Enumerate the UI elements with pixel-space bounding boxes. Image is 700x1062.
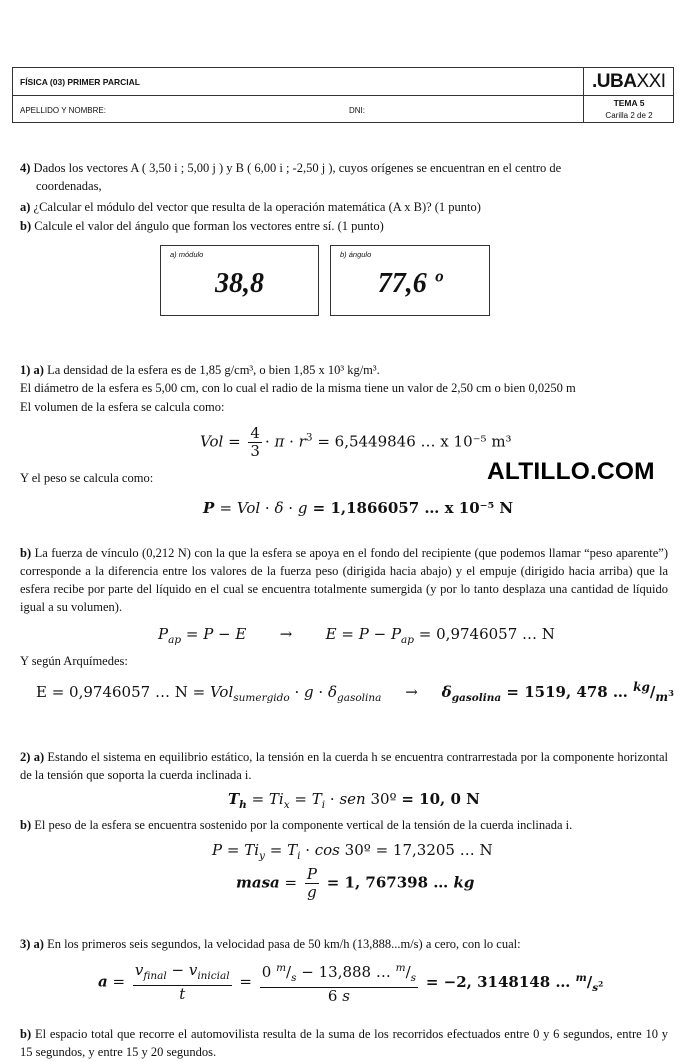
tension-equation: $T_h = Ti_x = T_i$ · sen 30º = 10, 0 N — [228, 790, 480, 811]
box-value-angulo: 77,6 º — [377, 268, 443, 299]
course-title: FÍSICA (03) PRIMER PARCIAL — [20, 77, 140, 87]
uba-xxi-logo: .UBAXXI — [592, 71, 666, 92]
q1-a-line1: 1) a) La densidad de la esfera es de 1,85 g/cm³, o bien 1,85 x 10³ kg/m³. — [20, 363, 380, 377]
tema-label: TEMA 5 — [613, 98, 645, 108]
weight-component-equation: $P = Ti_y = T_i \cdot \cos$ 30º = 17,3205 … N — [212, 841, 493, 862]
acceleration-equation: a = $\frac{v_{final} - v_{inicial}}{t}$ = $\frac{0 ^m/_s - 13,888 \dots ^m/_s}{6 s}$ = −2, 3148148 … $^m/_{s^2}$ — [98, 961, 604, 1005]
q3-part-b: b) El espacio total que recorre el automovilista resulta de la suma de los recorridos efectuados entre 0 y 6 segundos, entre 10 y 15 segundos, y entre 15 y 20 segundos. — [20, 1027, 669, 1059]
q1-a-line2: El diámetro de la esfera es 5,00 cm, con lo cual el radio de la misma tiene un valor de 2,50 cm o bien 0,0250 m — [20, 381, 576, 395]
q3-part-a: 3) a) En los primeros seis segundos, la velocidad pasa de 50 km/h (13,888...m/s) a cero, con lo cual: — [20, 937, 521, 951]
exam-header — [12, 67, 674, 123]
volume-equation: Vol = $\frac{4}{3}$ · $\pi \cdot r^3 = 6,5449846$ … x 10⁻⁵ m³ — [200, 424, 512, 460]
q4-part-b: b) Calcule el valor del ángulo que forman los vectores entre sí. (1 punto) — [20, 219, 384, 233]
q4-intro-cont: coordenadas, — [36, 179, 102, 193]
weight-equation: P = Vol · δ · g = 1,1866057 … x 10⁻⁵ N — [203, 499, 514, 517]
mass-equation: masa = $\frac{P}{g}$ = 1, 767398 … kg — [236, 865, 475, 901]
peso-intro: Y el peso se calcula como: — [20, 471, 154, 485]
q2-part-b: b) El peso de la esfera se encuentra sostenido por la componente vertical de la tensión de la cuerda inclinada i. — [20, 818, 573, 832]
arquimedes-intro: Y según Arquímedes: — [20, 654, 128, 668]
q4-part-a: a) ¿Calcular el módulo del vector que resulta de la operación matemática (A x B)? (1 punto) — [20, 200, 481, 214]
q4-intro: 4) Dados los vectores A ( 3,50 i ; 5,00 j ) y B ( 6,00 i ; -2,50 j ), cuyos orígenes se encuentran en el centro de — [20, 161, 562, 175]
carilla-label: Carilla 2 de 2 — [605, 111, 653, 120]
empuje-equation: $P_{ap} = P - E$ → $E = P - P_{ap} = 0,9746057$ … N — [158, 625, 555, 646]
altillo-watermark: ALTILLO.COM — [487, 458, 655, 485]
density-equation: E = 0,9746057 … $N = Vol_{sumergido} \cdot g \cdot \delta_{gasolina}$ → $\delta_{gasolina} = 1519$, 478 … $^{kg}/_{m^3}$ — [36, 680, 674, 704]
answer-box-modulo — [160, 245, 319, 316]
q1-part-b: b) La fuerza de vínculo (0,212 N) con la que la esfera se apoya en el fondo del recipiente (que podemos llamar “peso aparente”) corresponde a la diferencia entre los valores de la fuerza peso (dirigida hacia abajo) y el empuje (dirigido hacia arriba) que la esfera recibe por parte del líquido en el cual se encuentra totalmente sumergida (y por lo tanto desplaza una cantidad de líquido igual a su volumen). — [20, 546, 669, 614]
q2-part-a: 2) a) Estando el sistema en equilibrio estático, la tensión en la cuerda h se encuentra contrarrestada por la componente horizontal de la tensión que soporta la cuerda inclinada i. — [20, 750, 668, 782]
answer-box-angulo — [330, 245, 490, 316]
box-label-angulo: b) ángulo — [340, 250, 372, 259]
box-label-modulo: a) módulo — [170, 250, 204, 259]
box-value-modulo: 38,8 — [215, 268, 264, 299]
dni-label: DNI: — [349, 106, 365, 115]
name-label: APELLIDO Y NOMBRE: — [20, 106, 106, 115]
q1-a-line3: El volumen de la esfera se calcula como: — [20, 400, 225, 414]
